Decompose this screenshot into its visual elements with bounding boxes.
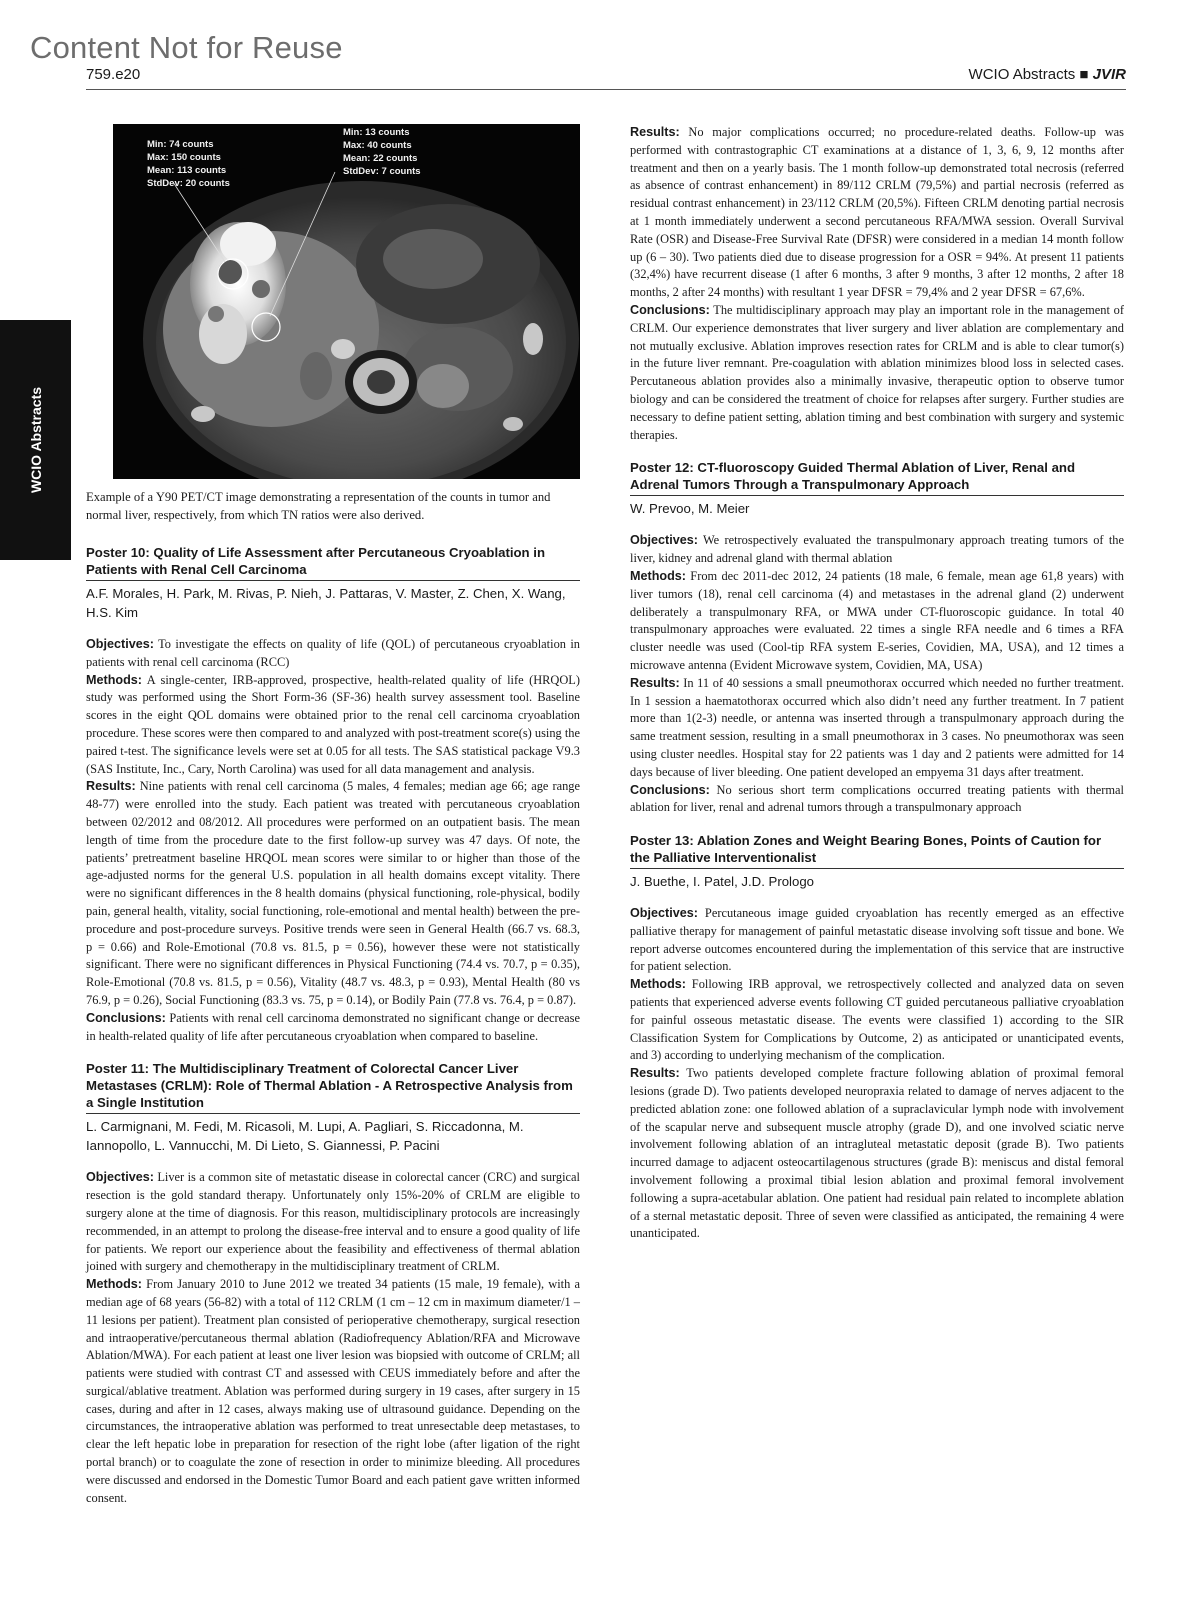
methods-text: A single-center, IRB-approved, prospective, health-related quality of life (HRQOL) study was performed using the Short Form-36 (SF-36) health survey assessment tool. Baseline scores in the eight QOL domains were obtained prior to the renal cell carcinoma cryoablation procedure. These scores were then compared to and analyzed with post-treatment score(s) using the paired t-test. The significance levels were set at 0.05 for all tests. The SAS statistical package V9.3 (SAS Institute, Inc., Cary, North Carolina) was used for all data management and analysis.	[86, 672, 580, 776]
poster-12-authors: W. Prevoo, M. Meier	[630, 501, 750, 517]
normal-counts-annotation	[343, 126, 421, 178]
methods-text: From January 2010 to June 2012 we treated 34 patients (15 male, 19 female), with a median age of 68 years (56-82) with a total of 112 CRLM (1 cm – 12 cm in maximum diameter/1 – 11 lesions per patient). Treatment plan consisted of perioperative chemotherapy, surgical resection and intraoperative/percutaneous thermal ablation (Radiofrequency Ablation/RFA and Microwave Ablation/MWA). For each patient at least one liver lesion was biopsied with outcome of CRLM; all patients were studied with contrast CT and assessed with CEUS immediately before and after the surgical/ablative treatment. Ablation was performed during surgery in 19 cases, after surgery in 15 cases, during and after in 12 cases, always making use of ultrasound guidance. Depending on the circumstances, the intraoperative ablation was performed to treat unresectable deep metastases, to clear the left hepatic lobe in preparation for resection of the right lobe (after ligation of the right portal branch) or to coagulate the zone of resection in order to minimize bleeding. All procedures were discussed and endorsed in the Domestic Tumor Board and each patient gave written informed consent.	[86, 1277, 580, 1505]
results-label: Results:	[630, 675, 680, 690]
poster-10-conclusions	[86, 1010, 580, 1046]
objectives-text: To investigate the effects on quality of life (QOL) of percutaneous cryoablation in patients with renal cell carcinoma (RCC)	[86, 637, 580, 669]
poster-12-conclusions	[630, 782, 1124, 818]
tumor-mean: Mean: 113 counts	[147, 165, 227, 176]
conclusions-label: Conclusions:	[86, 1010, 166, 1025]
tumor-min: Min: 74 counts	[147, 139, 214, 150]
results-text: Nine patients with renal cell carcinoma (5 males, 4 females; median age 66; age range 48-77) were enrolled into the study. Each patient was treated with percutaneous cryoablation between 02/2012 and 08/2012. All procedures were performed on an outpatient basis. The mean length of time from the procedure date to the first follow-up survey was 47 days. Of note, the patients’ pretreatment baseline HRQOL mean scores were similar to or higher than those of the age-adjusted norms for the general U.S. population in all health domains except vitality. There were no significant differences in the 8 health domains (physical functioning, role-physical, bodily pain, general health, vitality, social functioning, role-emotional and mental health) between the pre-procedure and post-procedure surveys. Positive trends were seen in General Health (66.7 vs. 68.3, p = 0.66) and Role-Emotional (70.8 vs. 81.5, p = 0.56), however these were not statistically significant. There were no significant differences in Physical Functioning (74.4 vs. 70.7, p = 0.35), Role-Emotional (70.8 vs. 81.5, p = 0.56), Vitality (48.7 vs. 48.3, p = 0.93), Mental Health (80 vs 76.9, p = 0.26), Social Functioning (83.3 vs. 75, p = 0.14), or Bodily Pain (77.8 vs. 76.4, p = 0.87).	[86, 779, 580, 1007]
poster-11-objectives	[86, 1169, 580, 1276]
poster-12-results	[630, 675, 1124, 782]
poster-11-results	[630, 124, 1124, 302]
conclusions-text: Patients with renal cell carcinoma demonstrated no significant change or decrease in health-related quality of life after percutaneous cryoablation when compared to baseline.	[86, 1010, 580, 1043]
objectives-text: We retrospectively evaluated the transpulmonary approach treating tumors of the liver, kidney and adrenal gland with thermal ablation	[630, 533, 1124, 566]
running-header	[86, 64, 1126, 90]
poster-10-authors: A.F. Morales, H. Park, M. Rivas, P. Nieh, J. Pattaras, V. Master, Z. Chen, X. Wang, H.S. Kim	[86, 586, 566, 620]
poster-13	[630, 832, 1124, 1243]
poster-10-results	[86, 778, 580, 1009]
poster-10-title: Poster 10: Quality of Life Assessment after Percutaneous Cryoablation in Patients with Renal Cell Carcinoma	[86, 544, 580, 581]
figure-caption: Example of a Y90 PET/CT image demonstrating a representation of the counts in tumor and normal liver, respectively, from which TN ratios were also derived.	[86, 490, 551, 522]
normal-stddev: StdDev: 7 counts	[343, 166, 421, 177]
objectives-label: Objectives:	[86, 1170, 154, 1185]
poster-12-methods	[630, 568, 1124, 675]
conclusions-label: Conclusions:	[630, 302, 710, 317]
results-text: No major complications occurred; no procedure-related deaths. Follow-up was performed with contrastographic CT examinations at a distance of 1, 3, 6, 9, 12 months after treatment and then on a yearly basis. The 1 month follow-up demonstrated total necrosis (referred as absence of contrast enhancement) in 89/112 CRLM (79,5%) and partial necrosis (referred as residual contrast enhancement) in 23/112 CRLM (20,5%). Fifteen CRLM denoting partial necrosis at 1 month immediately underwent a second percutaneous RFA/MWA session. Overall Survival Rate (OSR) and Disease-Free Survival Rate (DFSR) were considered in a median 14 month follow up (6 – 30). Two patients died due to disease progression for a OSR = 94%. At present 11 patients (32,4%) have recurrent disease (1 after 6 months, 3 after 9 months, 3 after 12 months, 2 after 18 months, 2 after 24 months) with resultant 1 year DFSR = 79,4% and 2 year DFSR = 67,6%.	[630, 125, 1124, 300]
results-label: Results:	[630, 125, 680, 139]
objectives-text: Liver is a common site of metastatic disease in colorectal cancer (CRC) and surgical resection is the gold standard therapy. Unfortunately only 15%-20% of CRLM are eligible to surgery alone at the time of diagnosis. For this reason, multidisciplinary protocols are increasingly recommended, in an attempt to prolong the disease-free interval and to ensure a good quality of life for patients. We report our experience about the feasibility and effectiveness of thermal ablation joined with surgery and chemotherapy in the multidisciplinary treatment of CRLM.	[86, 1170, 580, 1274]
normal-min: Min: 13 counts	[343, 127, 410, 138]
objectives-label: Objectives:	[630, 533, 698, 548]
section-side-tab	[0, 320, 71, 560]
poster-11-methods	[86, 1276, 580, 1507]
objectives-label: Objectives:	[630, 906, 698, 921]
poster-11-title: Poster 11: The Multidisciplinary Treatment of Colorectal Cancer Liver Metastases (CRLM): Role of Thermal Ablation - A Retrospective Analysis from a Single Institution	[86, 1060, 580, 1114]
poster-10	[86, 544, 580, 1045]
methods-text: From dec 2011-dec 2012, 24 patients (18 male, 6 female, mean age 61,8 years) with liver tumors (18), renal cell carcinoma (4) and metastases in the adrenal gland (2) underwent deliberately a transpulmonary RFA, or MWA under CT-fluoroscopic guidance. In total 40 transpulmonary approaches were evaluated. 22 times a single RFA needle and 6 times a RFA cluster needle was used (Cool-tip RFA system E-series, Covidien, MA, USA), and 12 times a microwave antenna (Evident Microwave system, Covidien, MA, USA)	[630, 568, 1124, 672]
poster-10-objectives	[86, 636, 580, 672]
methods-label: Methods:	[630, 977, 686, 992]
results-text: Two patients developed complete fracture following ablation of proximal femoral lesions (grade D). Two patients developed neuropraxia related to damage of nerves adjacent to the predicted ablation zone: one followed ablation of a supraclavicular lymph node with involvement of the scapular nerve and subsequent muscle atrophy (grade D), and one involved sciatic nerve involvement following ablation of an intragluteal metastatic deposit (grade B). Two patients incurred damage to adjacent osteocartilagenous structures (grade B): meniscus and distal femoral involvement following a proximal tibial lesion ablation and proximal femoral involvement following a supra-acetabular ablation. One patient had residual pain related to incomplete ablation of a sternal metastatic deposit. Three of seven were classified as anticipated, the remaining 4 were unanticipated.	[630, 1066, 1124, 1241]
poster-13-authors: J. Buethe, I. Patel, J.D. Prologo	[630, 874, 814, 890]
pet-ct-figure	[113, 124, 580, 479]
journal-name: JVIR	[1092, 66, 1126, 83]
page-number: 759.e20	[86, 66, 141, 83]
poster-12	[630, 459, 1124, 817]
poster-13-results	[630, 1065, 1124, 1243]
objectives-label: Objectives:	[86, 637, 154, 651]
poster-13-objectives	[630, 905, 1124, 976]
methods-label: Methods:	[86, 1277, 142, 1292]
poster-12-objectives	[630, 532, 1124, 568]
journal-section: WCIO Abstracts	[968, 66, 1076, 83]
watermark: Content Not for Reuse	[30, 30, 343, 65]
results-text: In 11 of 40 sessions a small pneumothorax occurred which needed no further treatment. In 1 session a haematothorax occurred which also didn’t need any further treatment. In 7 patient more than 1(2-3) needle, or antenna was inserted through a transpulmonary approach during the same treatment session, resulting in a small pneumothorax in 3 cases. No pneumothorax was seen using cluster needles. Hospital stay for 22 patients was 1 day and 2 patients were admitted for 14 days because of liver bleeding. One patient developed an empyema 31 days after treatment.	[630, 675, 1124, 779]
poster-12-title: Poster 12: CT-fluoroscopy Guided Thermal Ablation of Liver, Renal and Adrenal Tumors Through a Transpulmonary Approach	[630, 459, 1124, 496]
left-column	[86, 124, 580, 1507]
poster-11	[86, 1060, 580, 1507]
conclusions-label: Conclusions:	[630, 782, 710, 797]
methods-label: Methods:	[630, 568, 686, 583]
poster-10-methods	[86, 672, 580, 779]
poster-11-authors: L. Carmignani, M. Fedi, M. Ricasoli, M. Lupi, A. Pagliari, S. Riccadonna, M. Iannopollo, L. Vannucchi, M. Di Lieto, S. Giannessi, P. Pacini	[86, 1119, 524, 1154]
tumor-stddev: StdDev: 20 counts	[147, 178, 230, 189]
journal-header	[969, 66, 1126, 83]
objectives-text: Percutaneous image guided cryoablation has recently emerged as an effective palliative therapy for management of painful metastatic disease involving soft tissue and bone. We report adverse outcomes encountered during the implementation of this service that are instructive for patient selection.	[630, 906, 1124, 974]
results-label: Results:	[86, 779, 136, 794]
normal-max: Max: 40 counts	[343, 140, 412, 151]
normal-mean: Mean: 22 counts	[343, 153, 418, 164]
methods-text: Following IRB approval, we retrospectively collected and analyzed data on seven patients that experienced adverse events following CT guided percutaneous palliative cryoablation for painful osseous metastatic disease. The events were classified 1) according to the SIR Classification System for Complications by Outcome, 2) as anticipated or unanticipated events, and 3) according to underlying mechanism of the complication.	[630, 977, 1124, 1063]
header-separator: ■	[1079, 66, 1089, 83]
poster-11-conclusions	[630, 302, 1124, 444]
methods-label: Methods:	[86, 672, 142, 687]
conclusions-text: The multidisciplinary approach may play an important role in the management of CRLM. Our experience demonstrates that liver surgery and liver ablation are complementary and not mutually exclusive. Ablation improves resection rates for CRLM and is able to clear tumor(s) in the future liver remnant. Pre-coagulation with ablation minimizes blood loss in selected cases. Percutaneous ablation provides also a minimally invasive, therapeutic option to observe tumor biology and can be considered the treatment of choice for relapses after surgery. Further studies are necessary to define patient setting, ablation timing and best combination with surgery and systemic therapies.	[630, 302, 1125, 442]
side-tab-label: WCIO Abstracts	[27, 386, 44, 494]
conclusions-text: No serious short term complications occurred treating patients with thermal ablation for liver, renal and adrenal tumors through a transpulmonary approach	[630, 782, 1124, 815]
tumor-max: Max: 150 counts	[147, 152, 221, 163]
right-column	[630, 124, 1124, 1243]
poster-11-continued	[630, 124, 1124, 444]
poster-13-title: Poster 13: Ablation Zones and Weight Bearing Bones, Points of Caution for the Palliative Interventionalist	[630, 832, 1124, 869]
tumor-counts-annotation	[147, 138, 230, 190]
results-label: Results:	[630, 1066, 680, 1081]
poster-13-methods	[630, 976, 1124, 1065]
